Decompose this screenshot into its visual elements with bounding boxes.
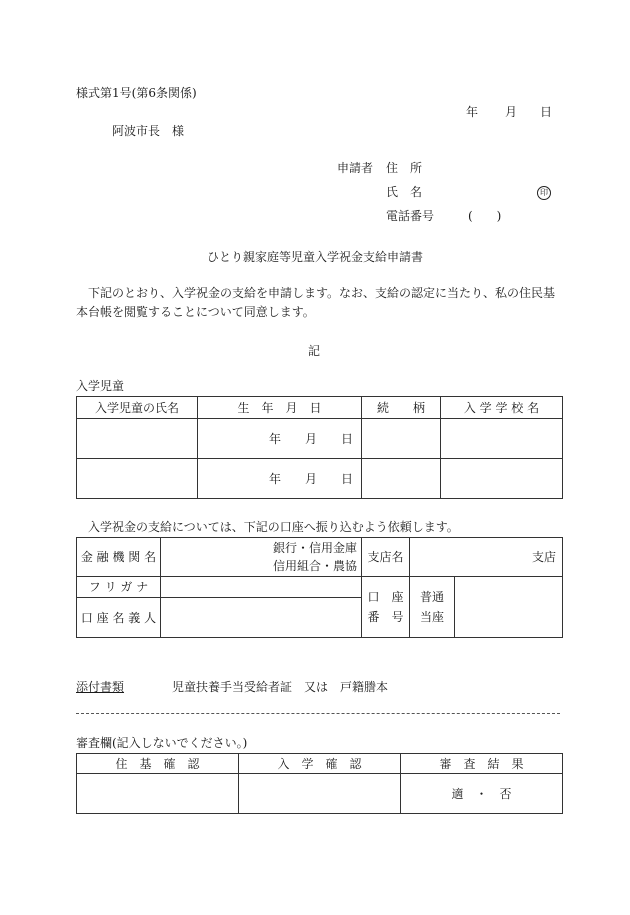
header-residence-check: 住 基 確 認 <box>77 754 239 774</box>
phone-label: 電話番号 <box>386 209 435 223</box>
branch-suffix: 支店 <box>532 550 557 564</box>
school-name-field[interactable] <box>441 459 563 499</box>
review-result-field: 適 ・ 否 <box>401 774 563 814</box>
attachments-label: 添付書類 <box>76 680 125 694</box>
review-table <box>76 753 563 814</box>
name-label: 氏 名 <box>386 185 423 199</box>
table-row <box>77 459 563 499</box>
date-year: 年 <box>466 105 479 119</box>
applicant-label: 申請者 <box>337 161 374 175</box>
account-type-futsu: 普通 <box>419 590 444 604</box>
addressee: 阿波市長 様 <box>112 124 185 138</box>
intro-line-2: 本台帳を閲覧することについて同意します。 <box>76 305 315 319</box>
account-number-field[interactable] <box>455 577 563 638</box>
review-section-label: 審査欄(記入しないでください。) <box>76 736 248 750</box>
account-type-toza: 当座 <box>419 610 444 624</box>
relationship-field[interactable] <box>362 459 441 499</box>
enrollment-check-field <box>239 774 401 814</box>
address-label: 住 所 <box>386 161 423 175</box>
header-child-name: 入学児童の氏名 <box>77 397 198 419</box>
children-table <box>76 396 563 499</box>
child-name-field[interactable] <box>77 419 198 459</box>
school-name-field[interactable] <box>441 419 563 459</box>
institution-field[interactable] <box>161 538 362 577</box>
date-month: 月 <box>505 105 518 119</box>
institution-type-2: 信用組合・農協 <box>272 559 357 573</box>
intro-line-1: 下記のとおり、入学祝金の支給を申請します。なお、支給の認定に当たり、私の住民基 <box>88 286 556 300</box>
attachments-text: 児童扶養手当受給者証 又は 戸籍謄本 <box>172 680 389 694</box>
birthdate-field[interactable]: 年 月 日 <box>198 459 362 499</box>
children-header-row <box>77 397 563 419</box>
date-day: 日 <box>540 105 553 119</box>
account-holder-label: 口 座 名 義 人 <box>77 598 161 638</box>
header-review-result: 審 査 結 果 <box>401 754 563 774</box>
account-number-label: 口 座 番 号 <box>362 577 410 638</box>
document-title: ひとり親家庭等児童入学祝金支給申請書 <box>206 250 423 264</box>
header-birthdate: 生 年 月 日 <box>198 397 362 419</box>
account-holder-field[interactable] <box>161 598 362 638</box>
institution-label: 金 融 機 関 名 <box>77 538 161 577</box>
header-enrollment-check: 入 学 確 認 <box>239 754 401 774</box>
relationship-field[interactable] <box>362 419 441 459</box>
bank-table <box>76 537 563 638</box>
ki-marker: 記 <box>308 344 321 358</box>
bank-intro: 入学祝金の支給については、下記の口座へ振り込むよう依頼します。 <box>88 520 459 534</box>
phone-parens: ( ) <box>468 209 502 223</box>
table-row <box>77 419 563 459</box>
branch-label: 支店名 <box>362 538 410 577</box>
seal-icon: 印 <box>537 184 551 200</box>
residence-check-field <box>77 774 239 814</box>
institution-type-1: 銀行・信用金庫 <box>272 541 357 555</box>
children-section-label: 入学児童 <box>76 379 125 393</box>
account-type-field[interactable] <box>410 577 455 638</box>
birthdate-field[interactable]: 年 月 日 <box>198 419 362 459</box>
child-name-field[interactable] <box>77 459 198 499</box>
branch-field[interactable] <box>410 538 563 577</box>
cut-line <box>76 713 560 714</box>
furigana-label: フ リ ガ ナ <box>77 577 161 598</box>
header-relationship: 続 柄 <box>362 397 441 419</box>
form-number: 様式第1号(第6条関係) <box>76 86 197 100</box>
furigana-field[interactable] <box>161 577 362 598</box>
header-school-name: 入 学 学 校 名 <box>441 397 563 419</box>
